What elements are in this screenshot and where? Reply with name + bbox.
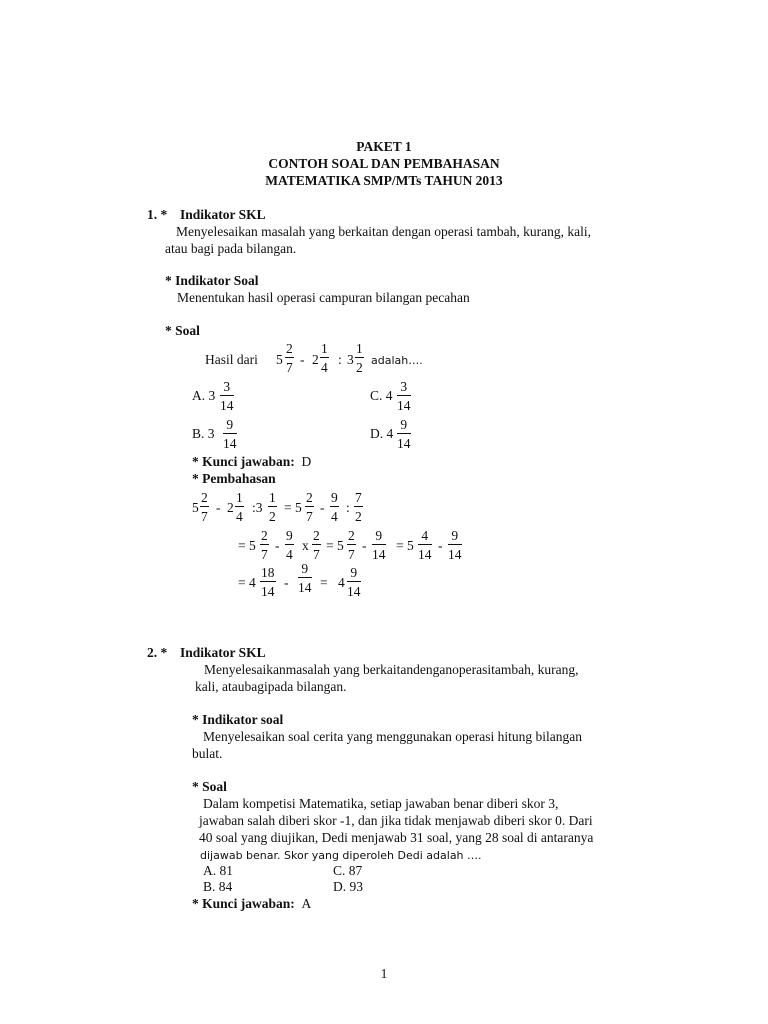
q2-soal-line-4: dijawab benar. Skor yang diperoleh Dedi adalah …. [200,849,482,862]
fraction: $\frac{9}{4}$ [331,490,338,524]
fraction: $\frac{7}{2}$ [355,490,362,524]
fraction: $\frac{9}{14}$ [372,528,386,562]
header-line-3: MATEMATIKA SMP/MTs TAHUN 2013 [265,173,503,188]
fraction: $\frac{1}{2}$ [269,490,276,524]
q1-soal-indicator-heading: * Indikator Soal [165,273,259,288]
q1-answer-key: * Kunci jawaban: D [192,454,312,469]
fraction: $\frac{2}{7}$ [261,528,268,562]
fraction: $\frac{18}{14}$ [261,565,275,599]
fraction: $\frac{1}{4}$ [321,341,328,375]
fraction: $\frac{2}{7}$ [313,528,320,562]
fraction: $\frac{9}{14}$ [347,565,361,599]
fraction: $\frac{2}{7}$ [201,490,208,524]
q2-number: 2. * [147,645,168,660]
fraction: $\frac{2}{7}$ [306,490,313,524]
q2-soal-line-2: jawaban salah diberi skor -1, dan jika tidak menjawab diberi skor 0. Dari [199,813,593,828]
q1-skl-heading: Indikator SKL [180,207,266,222]
q2-skl-heading: Indikator SKL [180,645,266,660]
fraction: $\frac{9}{14}$ [298,561,312,595]
q2-skl-line-1: Menyelesaikanmasalah yang berkaitandenganoperasitambah, kurang, [204,662,579,677]
fraction: $\frac{9}{14}$ [223,417,237,451]
header-line-2: CONTOH SOAL DAN PEMBAHASAN [268,156,500,171]
fraction: $\frac{9}{4}$ [286,528,293,562]
q1-soal-heading: * Soal [165,323,200,338]
fraction: $\frac{3}{14}$ [220,379,234,413]
fraction: $\frac{9}{14}$ [397,417,411,451]
fraction: $\frac{9}{14}$ [448,528,462,562]
q2-soal-line-1: Dalam kompetisi Matematika, setiap jawaban benar diberi skor 3, [203,796,559,811]
q1-skl-line-2: atau bagi pada bilangan. [165,241,297,256]
q1-skl-line-1: Menyelesaikan masalah yang berkaitan dengan operasi tambah, kurang, kali, [176,224,591,239]
header-line-1: PAKET 1 [356,139,412,154]
q2-answer-key: * Kunci jawaban: A [192,896,312,911]
q1-soal-indicator-text: Menentukan hasil operasi campuran bilangan pecahan [177,290,470,305]
q2-option-c: C. 87 [333,863,363,878]
fraction: $\frac{1}{2}$ [356,341,363,375]
q2-soal-indicator-line-1: Menyelesaikan soal cerita yang menggunakan operasi hitung bilangan [203,729,583,744]
q2-soal-indicator-line-2: bulat. [192,746,223,761]
q1-pembahasan-heading: * Pembahasan [192,471,276,486]
q2-option-b: B. 84 [203,879,233,894]
q2-option-a: A. 81 [203,863,233,878]
fraction: $\frac{3}{14}$ [397,379,411,413]
fraction: $\frac{2}{7}$ [286,341,293,375]
fraction: $\frac{1}{4}$ [236,490,243,524]
fraction: $\frac{2}{7}$ [348,528,355,562]
q2-option-d: D. 93 [333,879,363,894]
q2-skl-line-2: kali, ataubagipada bilangan. [195,679,347,694]
q2-soal-line-3: 40 soal yang diujikan, Dedi menjawab 31 soal, yang 28 soal di antaranya [199,830,594,845]
q2-soal-indicator-heading: * Indikator soal [192,712,284,727]
page-number: 1 [380,966,388,981]
q1-number: 1. * [147,207,168,222]
q2-soal-heading: * Soal [192,779,227,794]
fraction: $\frac{4}{14}$ [418,528,432,562]
